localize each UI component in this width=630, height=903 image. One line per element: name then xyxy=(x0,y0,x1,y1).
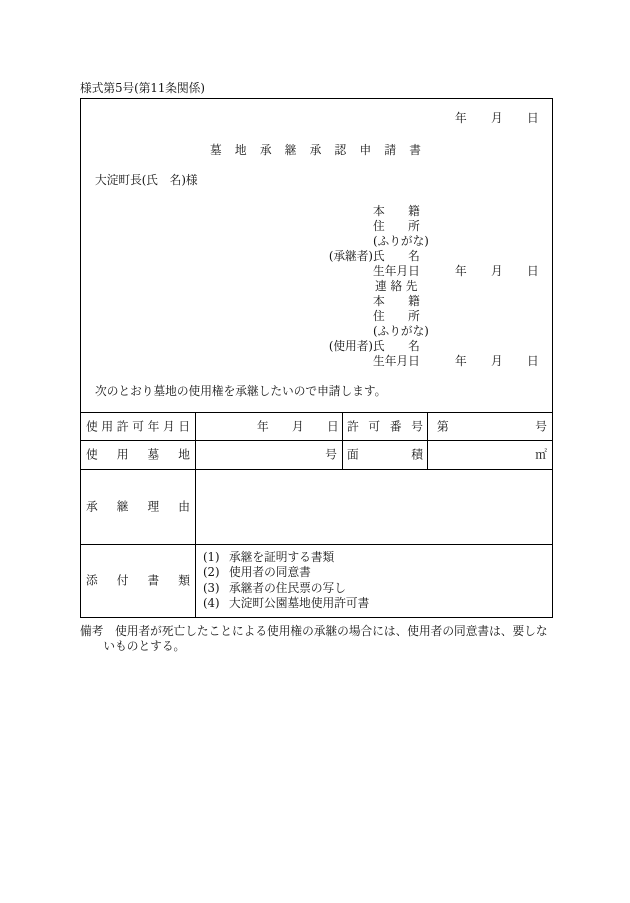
permit-number-label-cell xyxy=(343,413,428,441)
attachment-text: 大淀町公園墓地使用許可書 xyxy=(229,596,370,611)
permit-number-label: 許 可 番 号 xyxy=(347,419,423,433)
attachment-text: 使用者の同意書 xyxy=(229,565,311,580)
application-date xyxy=(81,111,552,126)
grave-number-suffix: 号 xyxy=(325,447,337,462)
application-date-year: 年 xyxy=(455,110,467,125)
attachment-item xyxy=(203,550,369,566)
attachment-text: 承継を証明する書類 xyxy=(229,549,335,564)
permit-date-day: 日 xyxy=(327,419,339,433)
user-name-label: 氏 名 xyxy=(373,338,420,353)
form-number-label: 様式第5号(第11条関係) xyxy=(80,80,205,95)
attachment-item xyxy=(203,581,369,597)
successor-birth-year: 年 xyxy=(455,263,467,278)
user-birth-year: 年 xyxy=(455,353,467,368)
successor-address-row xyxy=(373,219,551,234)
successor-contact-label: 連 絡 先 xyxy=(375,278,418,293)
attachment-number: (4) xyxy=(203,596,220,611)
area-label: 面 積 xyxy=(347,447,423,462)
user-domicile-row xyxy=(373,294,551,309)
remarks-label: 備考 xyxy=(80,623,104,638)
attachments-list xyxy=(203,550,369,612)
successor-address-label: 住 所 xyxy=(373,218,420,233)
user-birth-day: 日 xyxy=(527,353,539,368)
permit-date-month: 月 xyxy=(292,419,304,433)
successor-name-label: 氏 名 xyxy=(373,248,420,263)
user-role-label: (使用者) xyxy=(328,338,373,353)
form-title: 墓 地 承 継 承 認 申 請 書 xyxy=(210,142,421,157)
succession-reason-label: 承 継 理 由 xyxy=(86,499,190,514)
details-table xyxy=(81,412,552,617)
attachment-item xyxy=(203,596,369,612)
permit-date-field xyxy=(196,413,343,441)
grave-field xyxy=(196,441,343,470)
permit-date-year: 年 xyxy=(257,419,269,433)
area-unit: ㎡ xyxy=(535,447,547,462)
application-form xyxy=(80,98,553,618)
successor-role-label: (承継者) xyxy=(328,248,373,263)
attachment-text: 承継者の住民票の写し xyxy=(229,580,346,595)
application-date-month: 月 xyxy=(491,110,503,125)
attachments-label-cell xyxy=(81,545,196,617)
user-address-label: 住 所 xyxy=(373,308,420,323)
attachments-list-cell xyxy=(196,545,552,617)
user-name-row xyxy=(328,338,551,354)
successor-domicile-row xyxy=(373,204,551,219)
area-field xyxy=(428,441,552,470)
successor-domicile-label: 本 籍 xyxy=(373,203,420,218)
attachment-item xyxy=(203,565,369,581)
permit-date-label-cell xyxy=(81,413,196,441)
area-label-cell xyxy=(343,441,428,470)
remarks xyxy=(80,624,551,654)
grave-label: 使 用 墓 地 xyxy=(86,447,190,462)
attachment-number: (1) xyxy=(203,549,220,564)
grave-label-cell xyxy=(81,441,196,470)
user-domicile-label: 本 籍 xyxy=(373,293,420,308)
successor-birthdate-label: 生年月日 xyxy=(373,263,420,278)
user-furigana-row xyxy=(373,324,551,339)
successor-name-row xyxy=(328,248,551,264)
successor-contact-row xyxy=(373,279,551,294)
application-date-day: 日 xyxy=(527,110,539,125)
successor-birthdate-row xyxy=(373,264,551,279)
succession-reason-label-cell xyxy=(81,470,196,545)
permit-number-field xyxy=(428,413,552,441)
user-birth-month: 月 xyxy=(491,353,503,368)
user-furigana-label: (ふりがな) xyxy=(373,323,429,338)
attachment-number: (3) xyxy=(203,580,220,595)
successor-furigana-label: (ふりがな) xyxy=(373,233,429,248)
successor-birth-day: 日 xyxy=(527,263,539,278)
user-birthdate-row xyxy=(373,354,551,369)
permit-number-prefix: 第 xyxy=(437,419,449,433)
successor-furigana-row xyxy=(373,234,551,249)
applicant-block xyxy=(328,203,551,369)
user-address-row xyxy=(373,309,551,324)
application-statement: 次のとおり墓地の使用権を承継したいので申請します。 xyxy=(95,383,387,398)
successor-birth-month: 月 xyxy=(491,263,503,278)
addressee: 大淀町長(氏 名)様 xyxy=(95,172,198,187)
attachments-label: 添 付 書 類 xyxy=(86,573,190,588)
permit-number-suffix: 号 xyxy=(535,419,547,433)
attachment-number: (2) xyxy=(203,565,220,580)
permit-date-label: 使 用 許 可 年 月 日 xyxy=(86,419,191,433)
user-birthdate-label: 生年月日 xyxy=(373,353,420,368)
remarks-text: 使用者が死亡したことによる使用権の承継の場合には、使用者の同意書は、要しないものとする。 xyxy=(103,623,548,653)
succession-reason-field xyxy=(196,470,552,545)
